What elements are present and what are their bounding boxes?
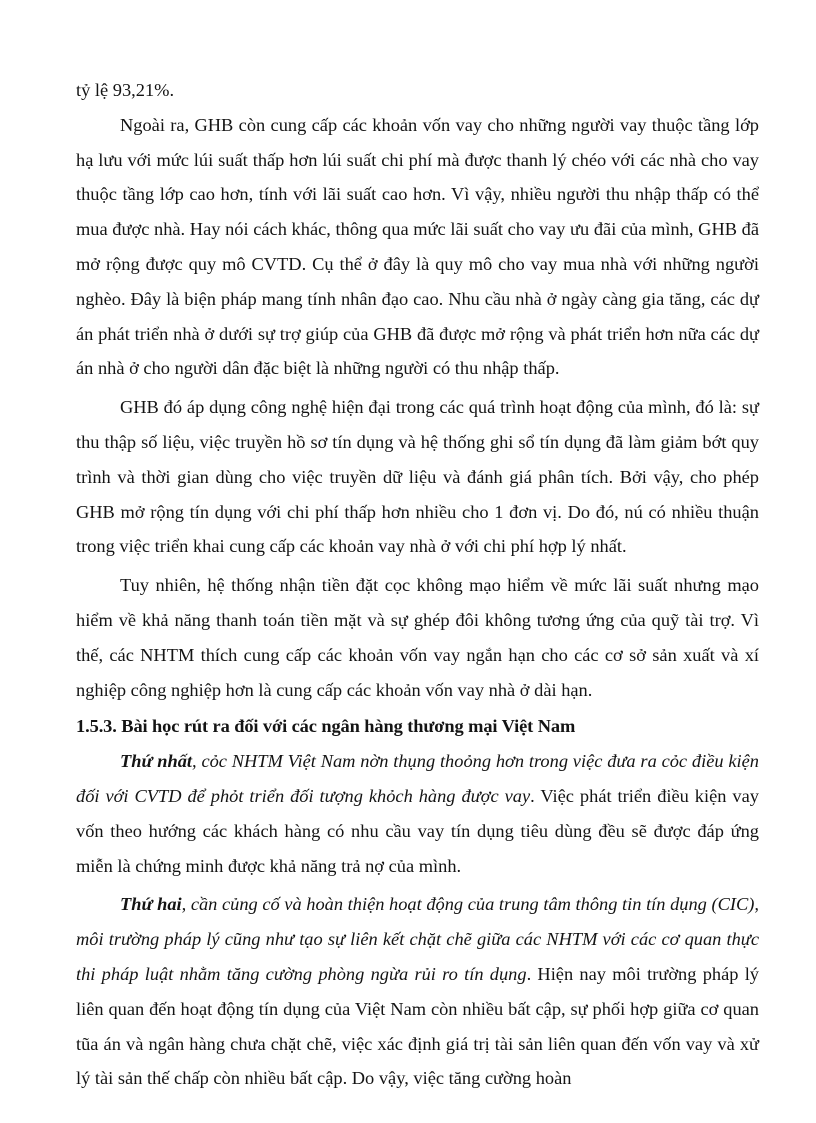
lesson-first-italic: , cỏc NHTM Việt Nam nờn thụng thoỏng hơn trong việc đưa ra cỏc điều kiện đối với CVTD để phỏt triển đối tượng khỏch hàng được vay	[76, 751, 759, 806]
lesson-first-lead: Thứ nhất	[120, 751, 193, 772]
lesson-first-rest: . Việc phát triển điều kiện vay vốn theo hướng các khách hàng có nhu cầu vay tín dụng tiêu dùng đều sẽ được đáp ứng miễn là chứng minh được khả năng trả nợ của mình.	[76, 785, 759, 876]
paragraph-continuation: tỷ lệ 93,21%.	[76, 80, 175, 100]
lesson-second-lead: Thứ hai	[120, 894, 182, 915]
paragraph-ghb-low-income-loans: Ngoài ra, GHB còn cung cấp các khoản vốn vay cho những người vay thuộc tầng lớp hạ lưu với mức lúi suất thấp hơn lúi suất chi phí mà được thanh lý chéo với các nhà cho vay thuộc tầng lớp cao hơn, tính với lãi suất cao hơn. Vì vậy, nhiều người thu nhập thấp có thể mua được nhà. Hay nói cách khác, thông qua mức lãi suất cho vay ưu đãi của mình, GHB đã mở rộng được quy mô CVTD. Cụ thể ở đây là quy mô cho vay mua nhà với những người nghèo. Đây là biện pháp mang tính nhân đạo cao. Nhu cầu nhà ở ngày càng gia tăng, các dự án phát triển nhà ở dưới sự trợ giúp của GHB đã được mở rộng và phát triển hơn nữa các dự án nhà ở cho người dân đặc biệt là những người có thu nhập thấp.	[76, 114, 759, 379]
lesson-second-rest: . Hiện nay môi trường pháp lý liên quan đến hoạt động tín dụng của Việt Nam còn nhiều bất cập, sự phối hợp giữa cơ quan tũa án và ngân hàng chưa chặt chẽ, việc xác định giá trị tài sản liên quan đến vốn vay và xử lý tài sản thế chấp còn nhiều bất cập. Do vậy, việc tăng cường hoàn	[76, 963, 760, 1089]
lesson-second-italic: , cần củng cố và hoàn thiện hoạt động của trung tâm thông tin tín dụng (CIC), môi trường pháp lý cũng như tạo sự liên kết chặt chẽ giữa các NHTM với các cơ quan thực thi pháp luật nhằm tăng cường phòng ngừa rủi ro tín dụng	[76, 894, 759, 984]
document-body	[76, 73, 759, 1096]
paragraph-lesson-second	[76, 887, 759, 1096]
paragraph-ghb-technology: GHB đó áp dụng công nghệ hiện đại trong các quá trình hoạt động của mình, đó là: sự thu thập số liệu, việc truyền hồ sơ tín dụng và hệ thống ghi sổ tín dụng đã làm giảm bớt quy trình và thời gian dùng cho việc truyền dữ liệu và đánh giá phân tích. Bởi vậy, cho phép GHB mở rộng tín dụng với chi phí thấp hơn nhiều cho 1 đơn vị. Do đó, nú có nhiều thuận trong việc triển khai cung cấp các khoản vay nhà ở với chi phí hợp lý nhất.	[76, 397, 759, 557]
paragraph-deposit-risk: Tuy nhiên, hệ thống nhận tiền đặt cọc không mạo hiểm về mức lãi suất nhưng mạo hiểm về khả năng thanh toán tiền mặt và sự ghép đôi không tương ứng của quỹ tài trợ. Vì thế, các NHTM thích cung cấp các khoản vốn vay ngắn hạn cho các cơ sở sản xuất và xí nghiệp công nghiệp hơn là cung cấp các khoản vốn vay nhà ở dài hạn.	[76, 575, 759, 700]
paragraph-lesson-first	[76, 744, 759, 883]
section-heading: 1.5.3. Bài học rút ra đối với các ngân hàng thương mại Việt Nam	[76, 716, 576, 737]
